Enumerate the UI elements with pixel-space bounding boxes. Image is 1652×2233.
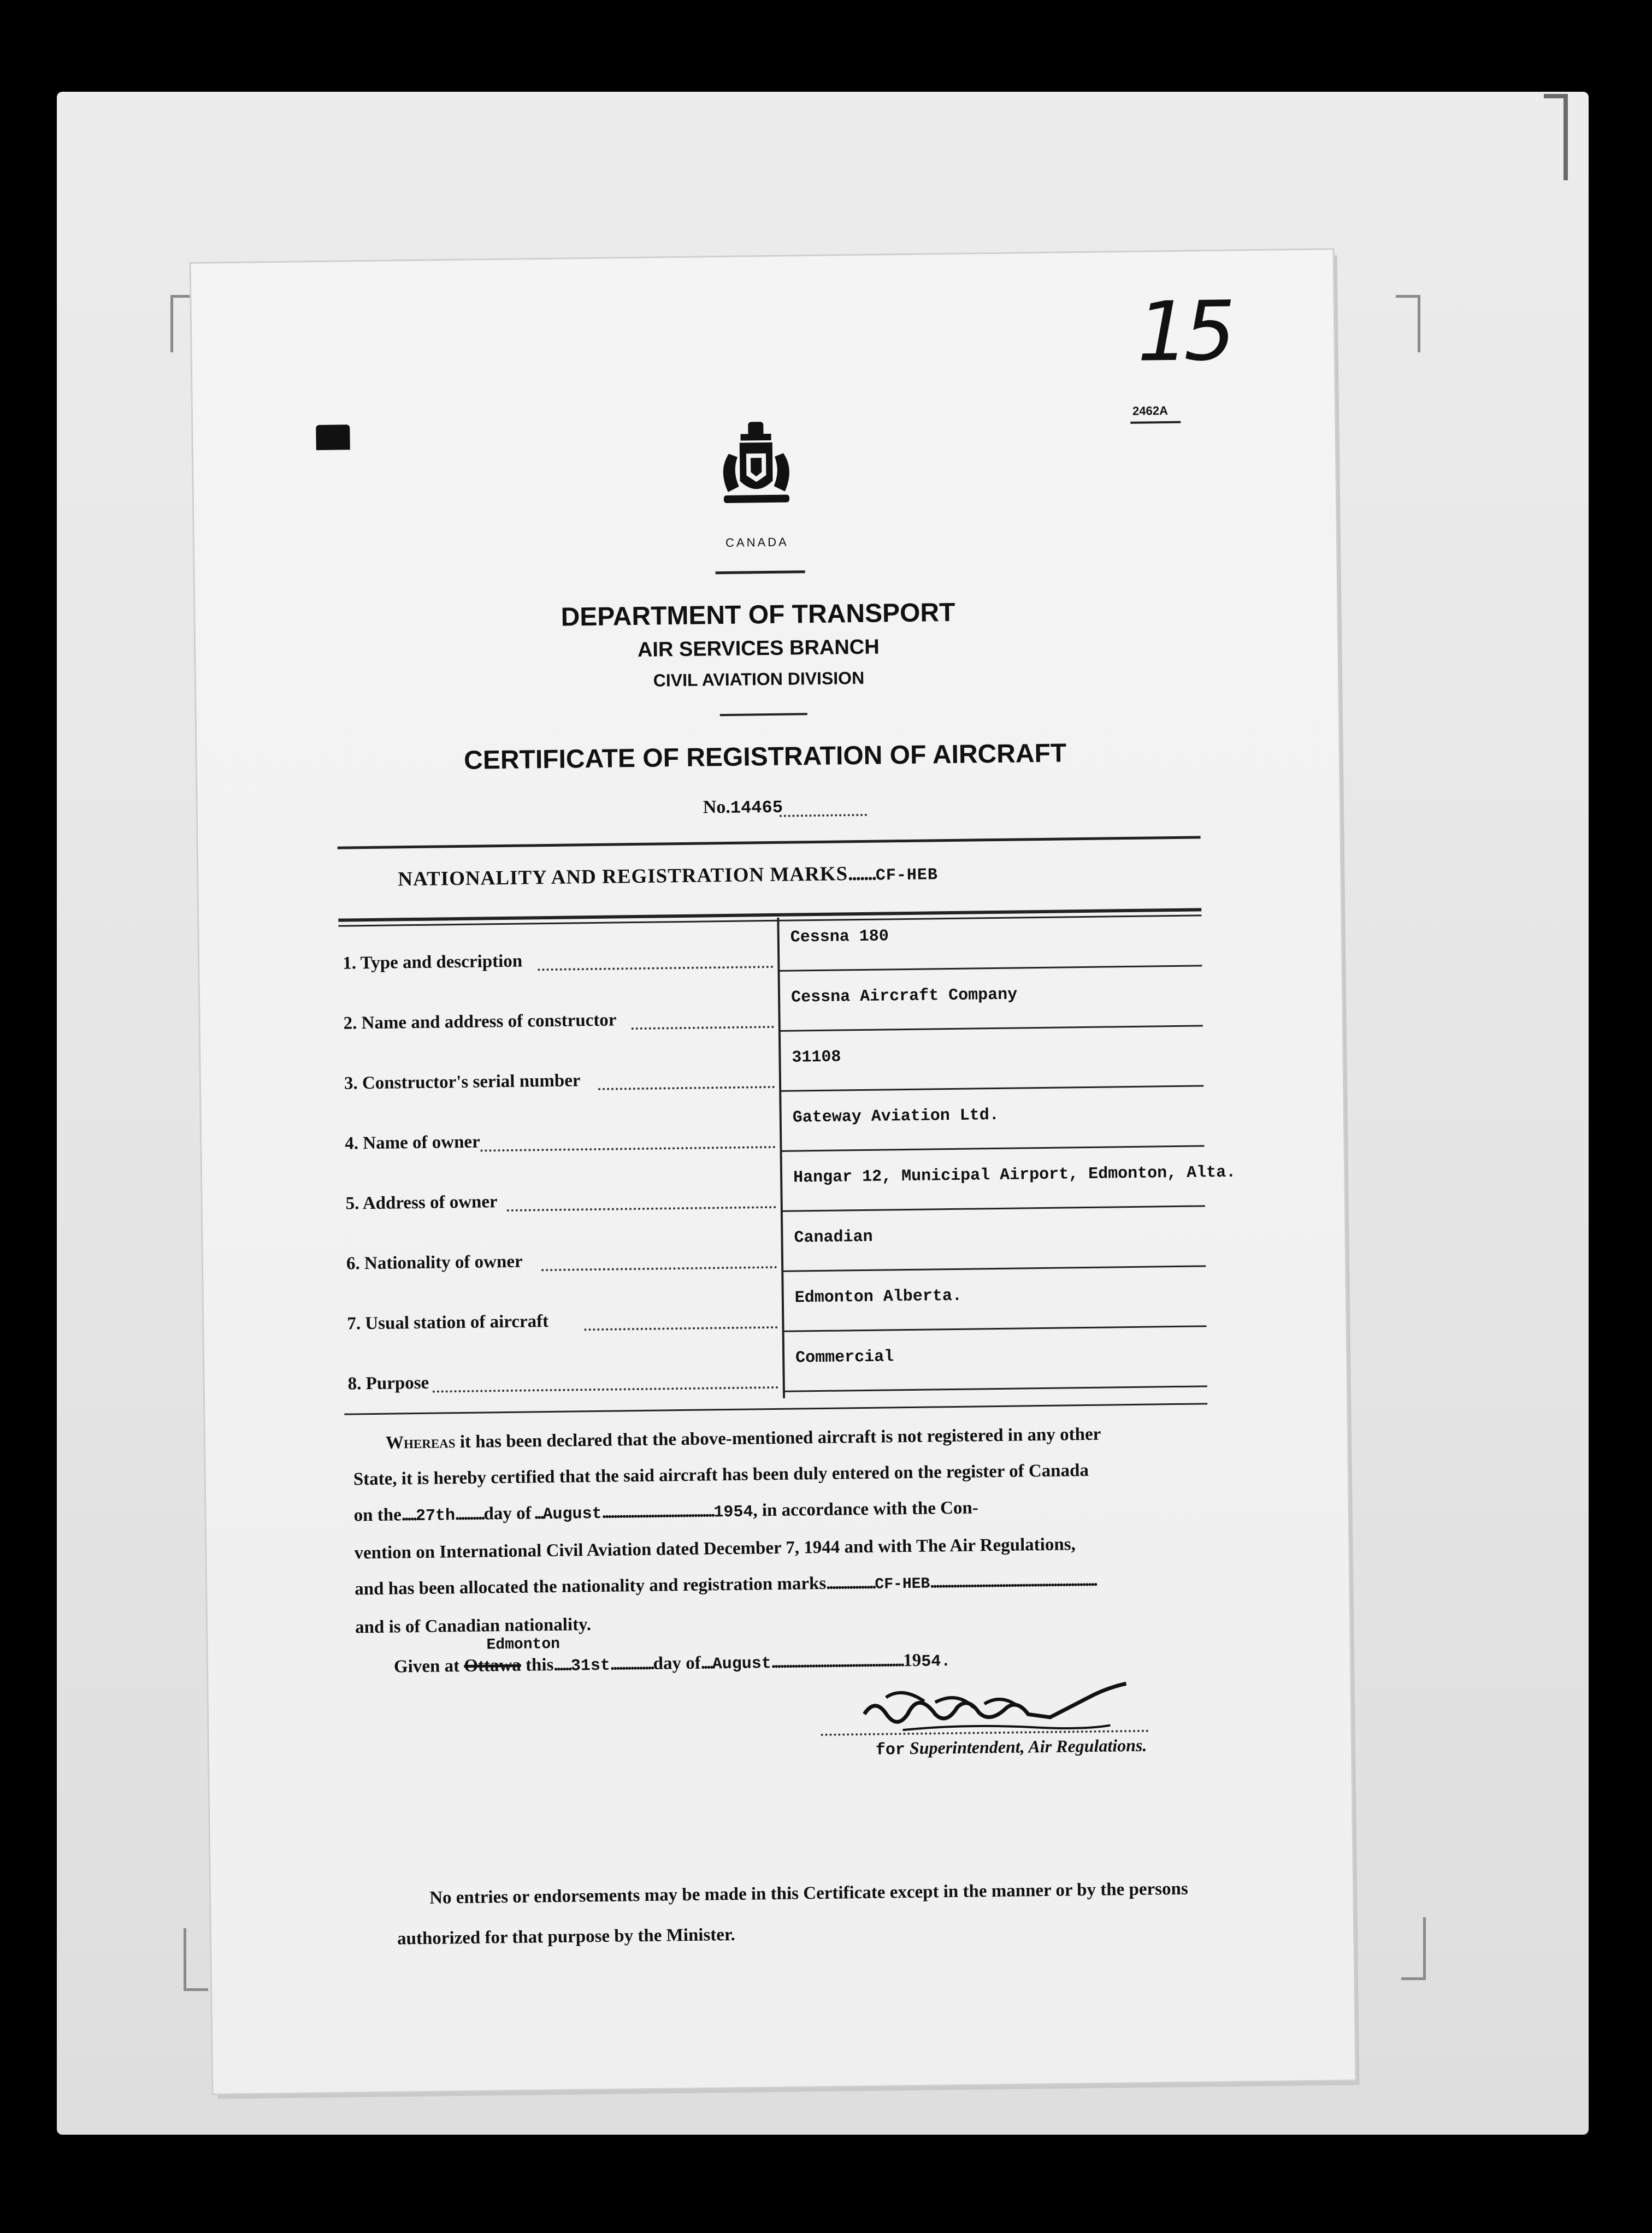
handwritten-page-number: 15 [1136, 283, 1231, 380]
row-dots [506, 1206, 776, 1212]
rule-above-marks [338, 836, 1201, 849]
branch-title: AIR SERVICES BRANCH [637, 635, 880, 661]
row-divider [780, 1085, 1203, 1091]
footer-note-line-1: No entries or endorsements may be made in this Certificate except in the manner or by the persons [429, 1878, 1188, 1908]
row-divider [782, 1265, 1206, 1272]
registration-day: 27th [415, 1507, 456, 1526]
registration-month: August [542, 1504, 602, 1525]
signatory-line [876, 1735, 1147, 1760]
row-label: 7. Usual station of aircraft [347, 1312, 549, 1334]
row-label: 5. Address of owner [345, 1192, 498, 1214]
row-value: Canadian [794, 1227, 873, 1248]
crop-mark-top-right [1396, 295, 1420, 352]
film-edge-mark-top-right [1544, 94, 1568, 180]
body-line-5-text: and has been allocated the nationality and registration marks [355, 1573, 827, 1599]
marks-value: CF-HEB [875, 866, 939, 885]
allocated-marks: CF-HEB [875, 1575, 930, 1593]
body-line-3-tail: , in accordance with the Con- [753, 1498, 978, 1521]
body-line-3: on the.....27th..........day of ...August.......................................1954, in accordance with the Con- [353, 1498, 978, 1526]
row-divider [778, 965, 1202, 971]
given-day-of-label: day of [653, 1653, 701, 1674]
row-label: 6. Nationality of owner [346, 1251, 523, 1274]
row-value: Commercial [795, 1348, 894, 1368]
divider-middle [720, 713, 807, 716]
row-dots [598, 1086, 775, 1090]
certificate-number-label: No. [703, 796, 731, 818]
signatory-title: Superintendent, Air Regulations. [909, 1735, 1147, 1758]
row-divider [784, 1385, 1207, 1392]
coat-label: CANADA [725, 535, 789, 550]
row-value: 31108 [792, 1048, 841, 1067]
on-the-label: on the [353, 1505, 402, 1526]
row-label: 3. Constructor's serial number [344, 1071, 581, 1094]
department-title: DEPARTMENT OF TRANSPORT [560, 598, 955, 632]
coat-of-arms-icon [706, 420, 806, 530]
certificate-title: CERTIFICATE OF REGISTRATION OF AIRCRAFT [463, 739, 1067, 775]
body-line-5: and has been allocated the nationality and registration marks.................CF-HEB.......................................................... [355, 1570, 1096, 1599]
marks-row: NATIONALITY AND REGISTRATION MARKS.......CF-HEB [398, 862, 939, 891]
row-divider [783, 1325, 1207, 1332]
divider-top [716, 570, 805, 574]
crop-mark-bottom-left [184, 1928, 208, 1991]
given-day: 31st [570, 1656, 611, 1676]
table-bottom-rule [344, 1403, 1207, 1415]
footer-note [397, 1868, 1272, 1959]
crop-mark-bottom-right [1401, 1917, 1426, 1980]
row-dots [584, 1326, 777, 1331]
row-value: Cessna Aircraft Company [790, 985, 1018, 1007]
footer-note-line-2: authorized for that purpose by the Minister. [397, 1924, 736, 1949]
division-title: CIVIL AVIATION DIVISION [653, 667, 865, 690]
body-line-1-text: it has been declared that the above-mentioned aircraft is not registered in any other [459, 1424, 1101, 1452]
punch-mark [316, 424, 350, 450]
row-value: Cessna 180 [790, 927, 889, 947]
form-number: 2462A [1132, 404, 1169, 418]
row-label: 8. Purpose [347, 1373, 429, 1394]
form-number-underline [1130, 421, 1181, 424]
given-month: August [712, 1655, 772, 1674]
body-line-6: and is of Canadian nationality. [355, 1615, 592, 1638]
row-label: 2. Name and address of constructor [343, 1010, 617, 1033]
row-value: Gateway Aviation Ltd. [792, 1106, 1000, 1127]
for-label: for [875, 1741, 906, 1760]
row-dots [433, 1386, 778, 1393]
certificate-number-value: 14465 [730, 797, 783, 818]
whereas-word: Whereas [385, 1432, 456, 1453]
given-place-struck: Ottawa [464, 1655, 522, 1676]
given-at-label: Given at [393, 1656, 460, 1677]
row-value: Hangar 12, Municipal Airport, Edmonton, Alta. [793, 1163, 1236, 1188]
body-line-4: vention on International Civil Aviation dated December 7, 1944 and with The Air Regulations, [354, 1534, 1076, 1563]
row-label: 1. Type and description [343, 951, 523, 973]
given-year-suffix: 54. [921, 1652, 951, 1671]
row-dots [632, 1026, 774, 1030]
row-dots [538, 966, 774, 971]
given-year-prefix: 19 [903, 1650, 922, 1671]
body-line-2: State, it is hereby certified that the said aircraft has been duly entered on the register of Canada [353, 1460, 1089, 1490]
certificate-number-row [703, 796, 783, 819]
row-label: 4. Name of owner [345, 1132, 480, 1154]
certificate-number-dots [780, 814, 867, 817]
table-column-divider [777, 918, 785, 1398]
certificate-document [191, 250, 1355, 2093]
day-of-label: day of [483, 1503, 532, 1524]
row-divider [781, 1145, 1205, 1151]
given-line: Given at Ottawa this......31st...............day of....August..............................................1954. [393, 1650, 951, 1677]
registration-year: 1954 [713, 1503, 753, 1522]
row-dots [541, 1266, 777, 1271]
row-divider [780, 1025, 1203, 1031]
certificate-body [353, 1415, 1208, 1645]
row-divider [782, 1205, 1205, 1212]
this-label: this [525, 1655, 554, 1675]
marks-label: NATIONALITY AND REGISTRATION MARKS [398, 863, 848, 891]
row-value: Edmonton Alberta. [794, 1286, 963, 1308]
row-dots [480, 1146, 775, 1152]
given-place-typed: Edmonton [486, 1635, 560, 1654]
